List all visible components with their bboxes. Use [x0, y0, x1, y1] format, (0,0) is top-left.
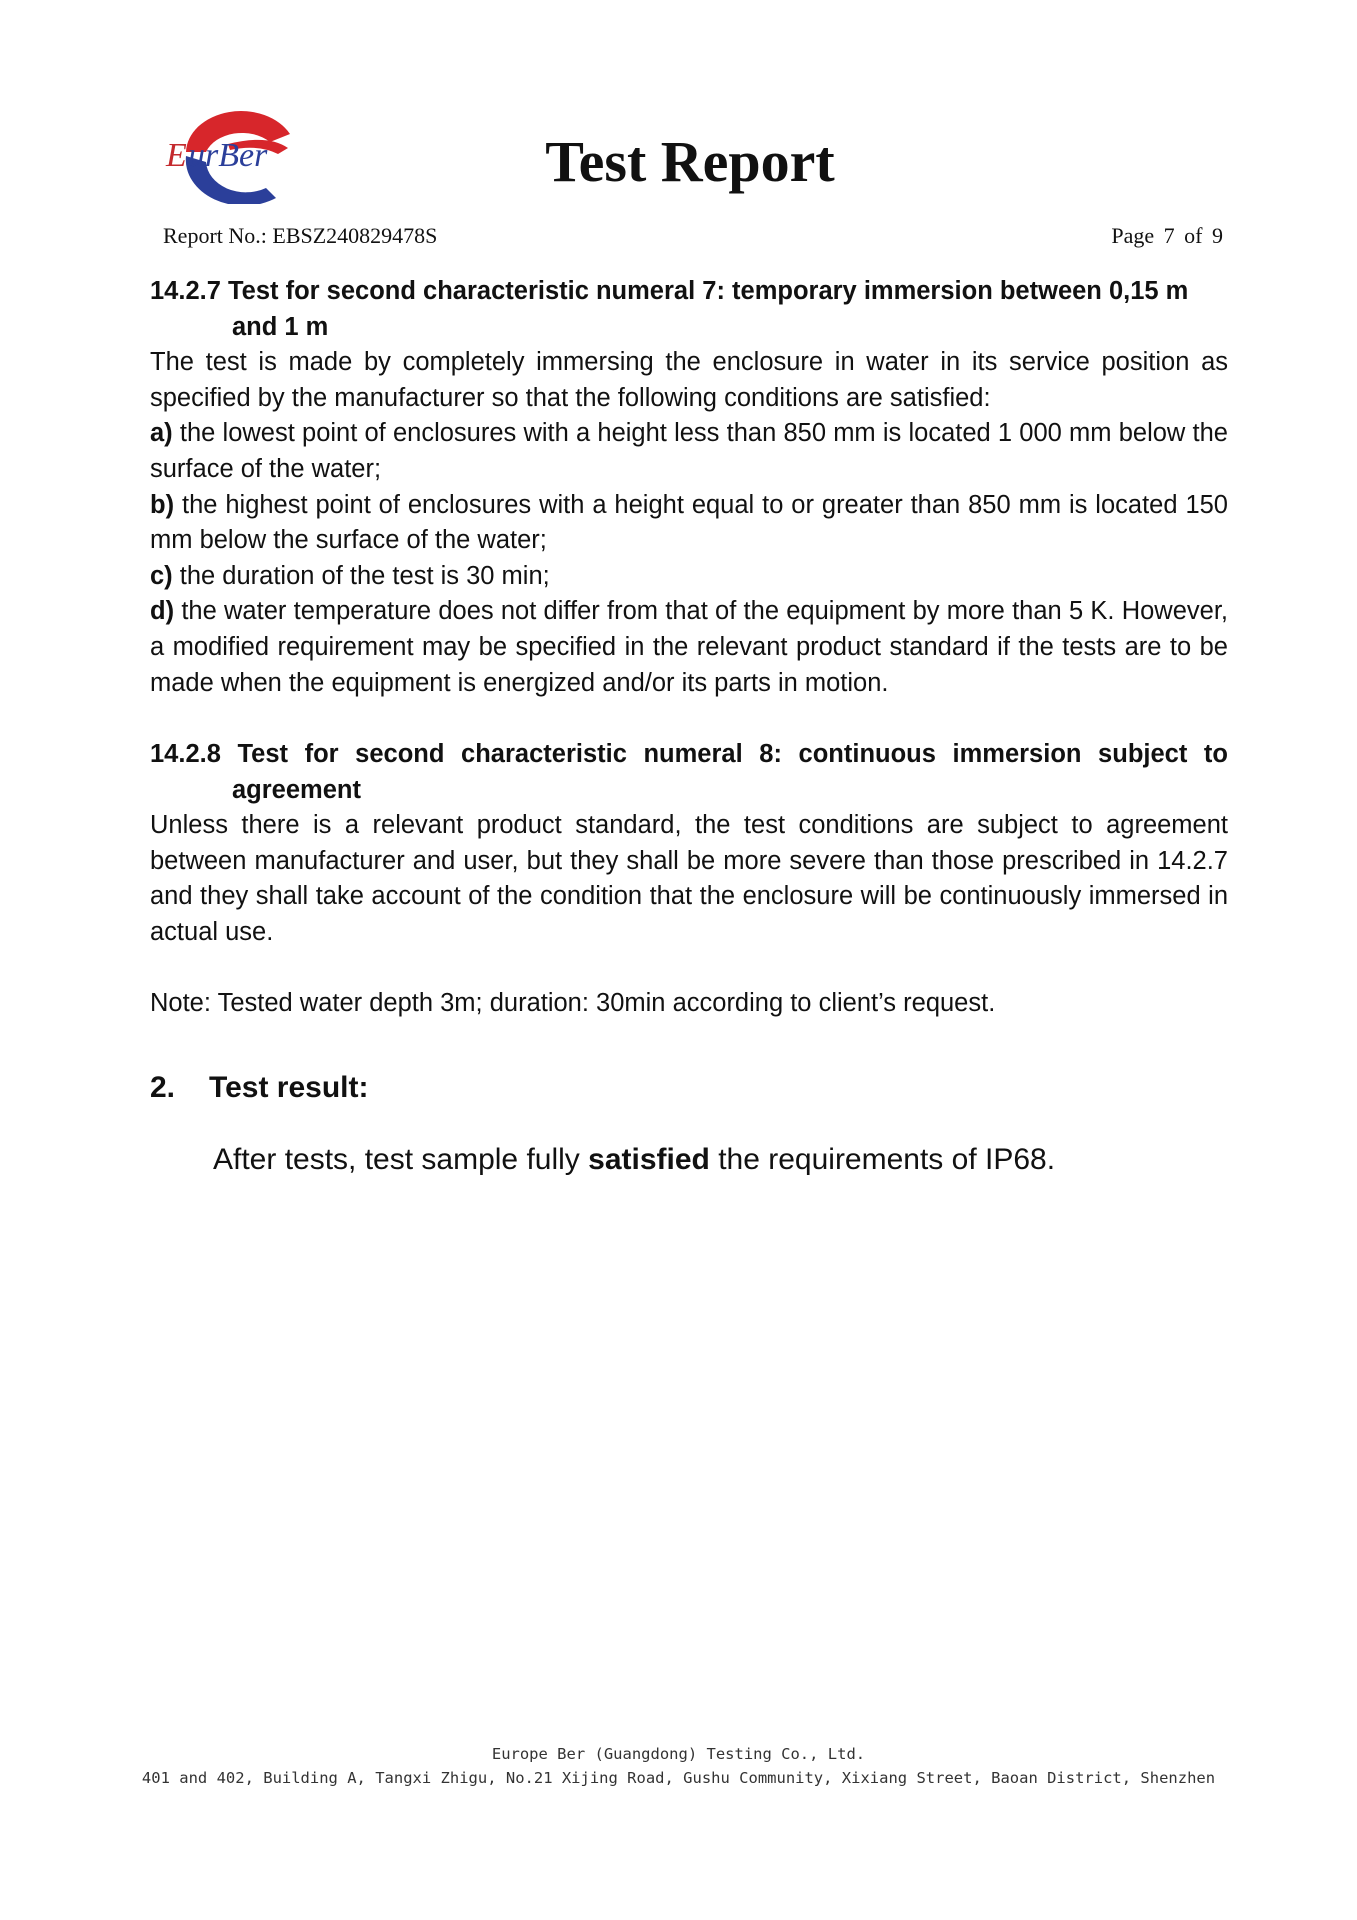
item-label: d) — [150, 597, 175, 626]
item-label: a) — [150, 419, 173, 448]
section-heading: 14.2.8 Test for second characteristic numeral 8: continuous immersion subject to agreement — [150, 740, 1228, 804]
item-text: the lowest point of enclosures with a height less than 850 mm is located 1 000 mm below the surface of the water; — [150, 419, 1228, 483]
section-intro: The test is made by completely immersing the enclosure in water in its service position as specified by the manufacturer so that the following conditions are satisfied: — [150, 348, 1228, 412]
section-heading: 14.2.7 Test for second characteristic numeral 7: temporary immersion between 0,15 m and 1 m — [150, 277, 1189, 341]
item-text: the duration of the test is 30 min; — [172, 561, 550, 590]
result-text: the requirements of IP68. — [709, 1143, 1056, 1176]
page-number: Page 7 of 9 — [1111, 223, 1223, 248]
condition-b — [150, 488, 1228, 559]
condition-d — [150, 594, 1228, 701]
item-text: the water temperature does not differ from that of the equipment by more than 5 K. However, a modified requirement may be specified in the relevant product standard if the tests are to be made when the equipment is energized and/or its parts in motion. — [150, 597, 1228, 697]
section-body: Unless there is a relevant product standard, the test conditions are subject to agreement between manufacturer and user, but they shall be more severe than those prescribed in 14.2.7 and they shall take account of the condition that the enclosure will be continuously immersed in actual use. — [150, 811, 1228, 946]
svg-text:urBer: urBer — [188, 137, 268, 174]
test-result-heading — [150, 1071, 368, 1105]
item-label: b) — [150, 490, 175, 519]
eurber-logo — [158, 104, 318, 204]
svg-text:E: E — [166, 137, 187, 174]
condition-a — [150, 416, 1228, 487]
test-result-text — [213, 1143, 1055, 1177]
report-number: Report No.: EBSZ240829478S — [163, 223, 438, 248]
section-number: 2. — [150, 1071, 176, 1104]
item-label: c) — [150, 561, 173, 590]
footer-company: Europe Ber (Guangdong) Testing Co., Ltd. — [491, 1745, 866, 1763]
section-14-2-7 — [150, 274, 1228, 701]
result-verdict: satisfied — [588, 1143, 710, 1176]
footer-address: 401 and 402, Building A, Tangxi Zhigu, No.21 Xijing Road, Gushu Community, Xixiang Street, Baoan District, Shenzhen — [141, 1769, 1216, 1787]
section-14-2-8 — [150, 737, 1228, 951]
section-title: Test result: — [209, 1071, 369, 1104]
document-title: Test Report — [545, 129, 835, 194]
result-text: After tests, test sample fully — [213, 1143, 589, 1176]
test-note: Note: Tested water depth 3m; duration: 30min according to client’s request. — [150, 989, 996, 1017]
condition-c — [150, 559, 1228, 595]
item-text: the highest point of enclosures with a height equal to or greater than 850 mm is located 150 mm below the surface of the water; — [150, 490, 1228, 555]
